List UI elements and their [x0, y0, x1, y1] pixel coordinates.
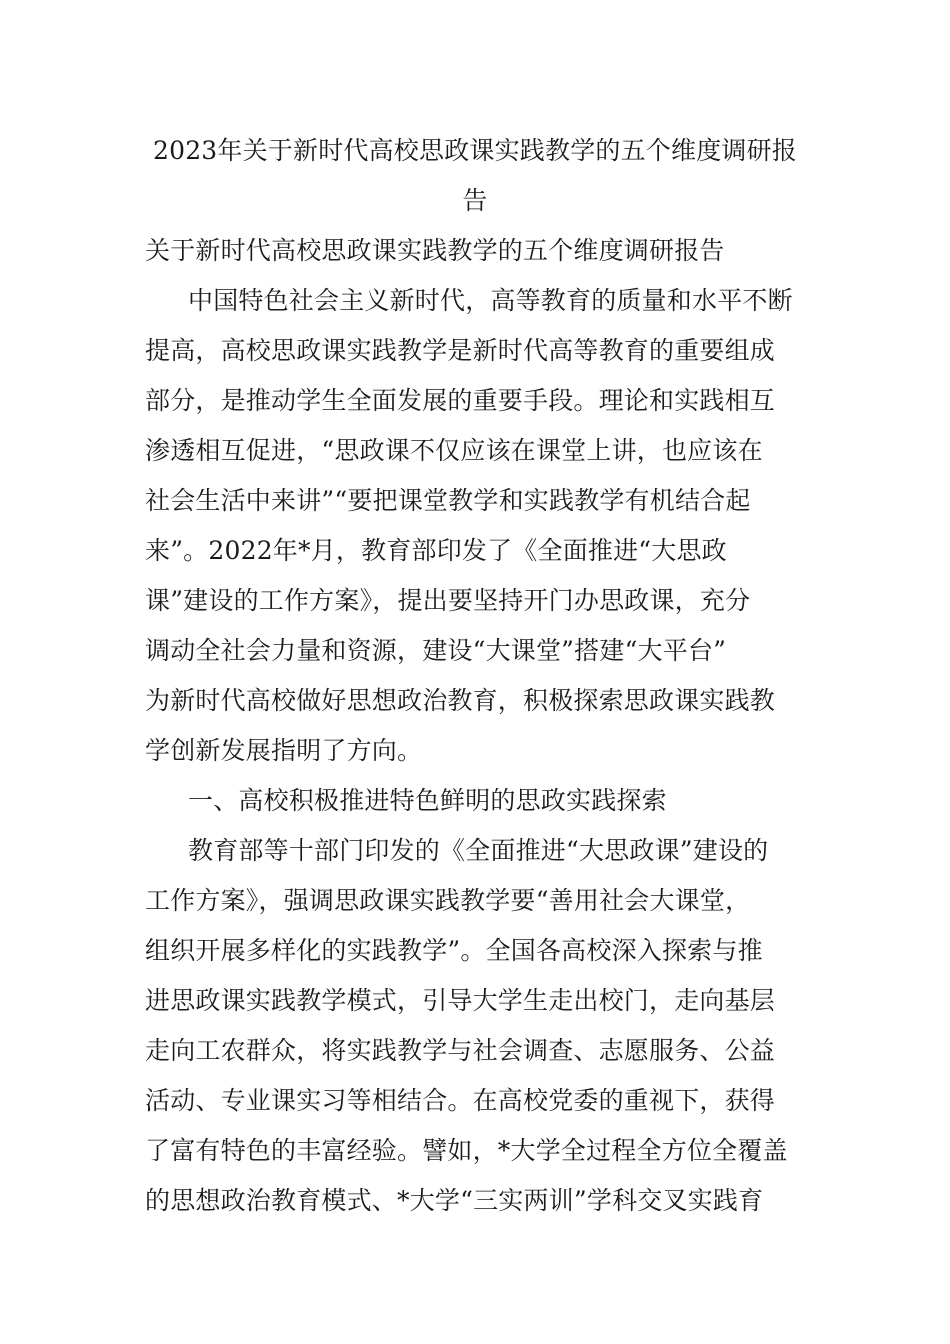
- paragraph-1-line: 提高，高校思政课实践教学是新时代高等教育的重要组成: [145, 336, 776, 365]
- paragraph-2-line: 了富有特色的丰富经验。譬如，*大学全过程全方位全覆盖: [145, 1136, 788, 1165]
- paragraph-1-line: 学创新发展指明了方向。: [145, 736, 423, 765]
- paragraph-1-line: 中国特色社会主义新时代，高等教育的质量和水平不断: [188, 286, 793, 315]
- paragraph-2-line: 的思想政治教育模式、*大学“三实两训”学科交叉实践育: [145, 1186, 764, 1215]
- paragraph-1-line: 调动全社会力量和资源，建设“大课堂”搭建“大平台”: [145, 636, 727, 665]
- paragraph-1-line: 为新时代高校做好思想政治教育，积极探索思政课实践教: [145, 686, 776, 715]
- paragraph-2-line: 组织开展多样化的实践教学”。全国各高校深入探索与推: [145, 936, 763, 965]
- paragraph-1-line: 来”。2022年*月，教育部印发了《全面推进“大思政: [145, 536, 727, 565]
- paragraph-2-line: 进思政课实践教学模式，引导大学生走出校门，走向基层: [145, 986, 776, 1015]
- document-title-line-2: 告: [462, 186, 488, 215]
- paragraph-2-line: 工作方案》，强调思政课实践教学要“善用社会大课堂，: [145, 886, 751, 915]
- paragraph-2-line: 走向工农群众，将实践教学与社会调查、志愿服务、公益: [145, 1036, 776, 1065]
- document-subtitle: 关于新时代高校思政课实践教学的五个维度调研报告: [145, 236, 725, 265]
- paragraph-1-line: 渗透相互促进，“思政课不仅应该在课堂上讲，也应该在: [145, 436, 763, 465]
- paragraph-2-line: 教育部等十部门印发的《全面推进“大思政课”建设的: [188, 836, 769, 865]
- section-1-heading: 一、高校积极推进特色鲜明的思政实践探索: [188, 786, 667, 815]
- document-title-line-1: 2023年关于新时代高校思政课实践教学的五个维度调研报: [152, 136, 798, 165]
- paragraph-2-line: 活动、专业课实习等相结合。在高校党委的重视下，获得: [145, 1086, 776, 1115]
- paragraph-1-line: 社会生活中来讲”“要把课堂教学和实践教学有机结合起: [145, 486, 751, 515]
- paragraph-1-line: 课”建设的工作方案》，提出要坚持开门办思政课，充分: [145, 586, 751, 615]
- paragraph-1-line: 部分，是推动学生全面发展的重要手段。理论和实践相互: [145, 386, 776, 415]
